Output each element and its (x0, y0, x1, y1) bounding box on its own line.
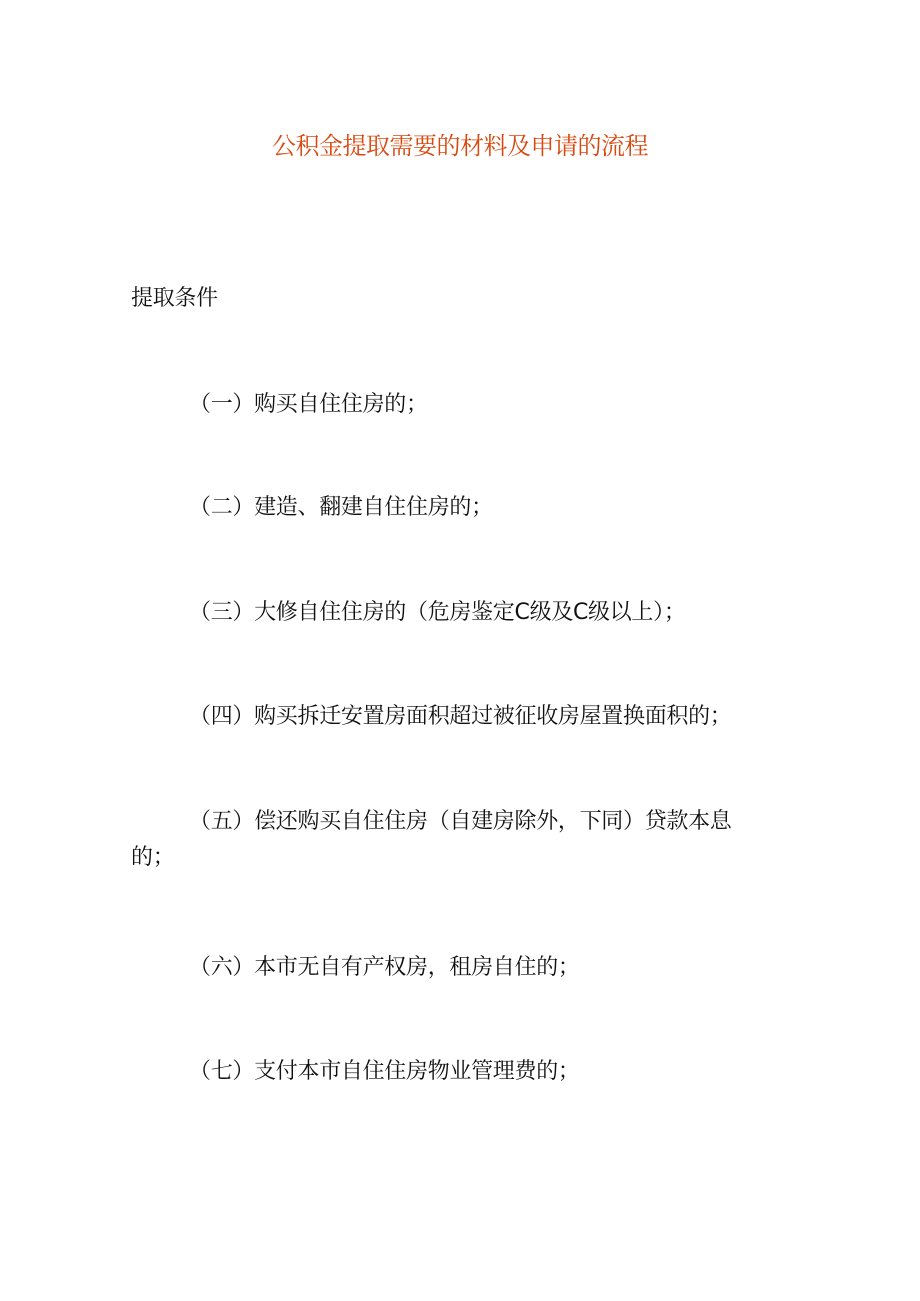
list-item: （三）大修自住住房的（危房鉴定C级及C级以上）； (189, 600, 686, 625)
list-item: （二）建造、翻建自住住房的； (189, 495, 493, 520)
section-heading: 提取条件 (131, 286, 218, 311)
list-item: （七）支付本市自住住房物业管理费的； (189, 1059, 580, 1084)
page-title: 公积金提取需要的材料及申请的流程 (272, 132, 648, 160)
list-item: （四）购买拆迁安置房面积超过被征收房屋置换面积的； (189, 704, 732, 729)
list-item: （五）偿还购买自住住房（自建房除外，下同）贷款本息的； (131, 809, 732, 870)
list-item: （六）本市无自有产权房，租房自住的； (189, 955, 580, 980)
list-item: （一）购买自住住房的； (189, 392, 428, 417)
